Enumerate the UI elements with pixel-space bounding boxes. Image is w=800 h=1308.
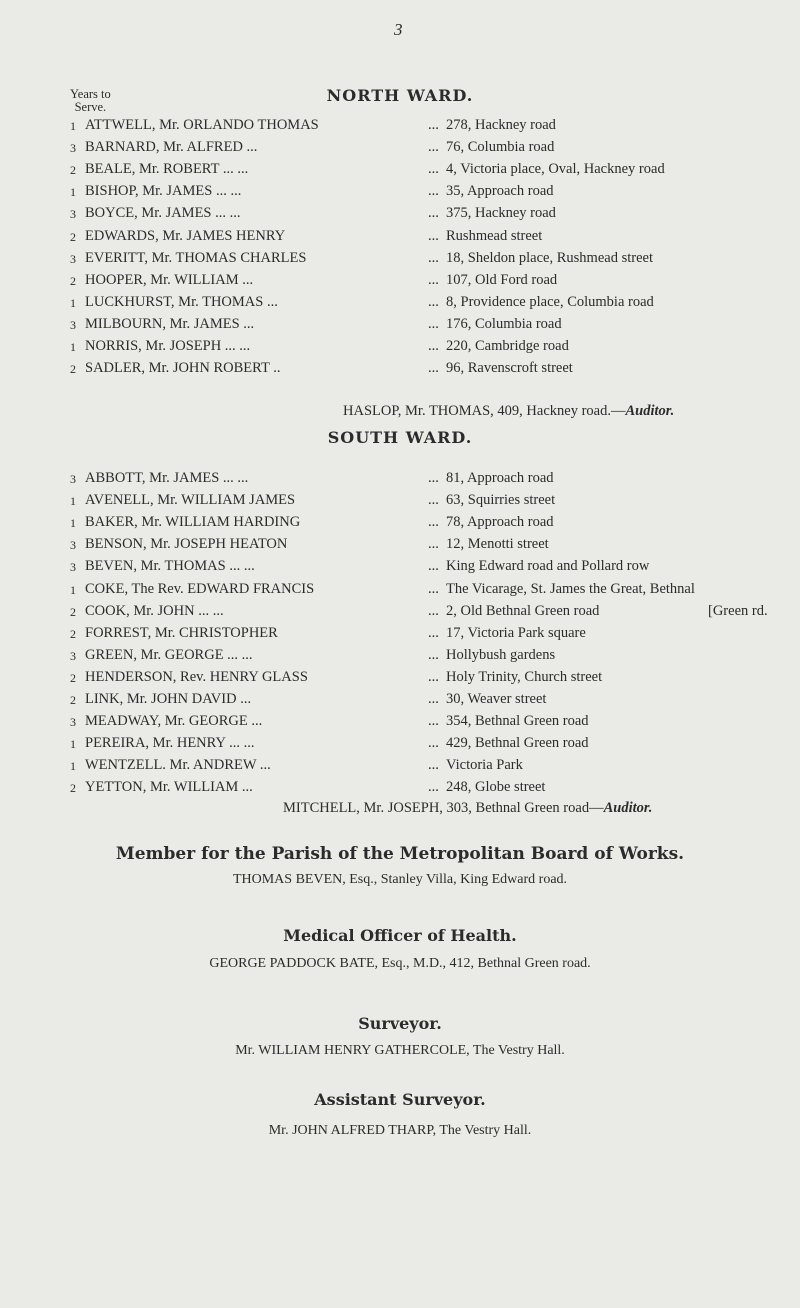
member-row bbox=[0, 514, 800, 536]
years-to-serve: 2 bbox=[70, 362, 76, 377]
member-address: 375, Hackney road bbox=[446, 205, 556, 222]
member-row bbox=[0, 603, 800, 625]
member-row bbox=[0, 669, 800, 691]
member-row bbox=[0, 294, 800, 316]
member-row bbox=[0, 360, 800, 382]
years-to-serve: 3 bbox=[70, 207, 76, 222]
member-row bbox=[0, 338, 800, 360]
leader-dots: ... bbox=[428, 183, 439, 200]
leader-dots: ... bbox=[428, 271, 439, 288]
leader-dots: ... bbox=[428, 624, 439, 641]
member-address: 429, Bethnal Green road bbox=[446, 735, 589, 752]
years-to-serve: 2 bbox=[70, 626, 76, 641]
board-of-works-member: THOMAS BEVEN, Esq., Stanley Villa, King Edward road. bbox=[232, 872, 568, 887]
leader-dots: ... bbox=[428, 205, 439, 222]
member-row bbox=[0, 625, 800, 647]
south-ward-heading: SOUTH WARD. bbox=[327, 428, 473, 447]
member-row bbox=[0, 779, 800, 801]
member-row bbox=[0, 713, 800, 735]
leader-dots: ... bbox=[428, 227, 439, 244]
years-to-serve: 1 bbox=[70, 185, 76, 200]
auditor-role: Auditor. bbox=[603, 800, 653, 816]
years-to-serve: 1 bbox=[70, 340, 76, 354]
member-name: PEREIRA, Mr. HENRY ... ... bbox=[85, 735, 255, 752]
member-address: Hollybush gardens bbox=[446, 646, 556, 663]
surveyor-heading: Surveyor. bbox=[358, 1014, 442, 1033]
member-name: EVERITT, Mr. THOMAS CHARLES bbox=[85, 249, 307, 266]
member-address: Holy Trinity, Church street bbox=[446, 668, 603, 685]
member-row bbox=[0, 117, 800, 139]
member-address: The Vicarage, St. James the Great, Bethnal bbox=[446, 580, 695, 597]
south-ward-auditor bbox=[283, 800, 652, 817]
member-address: Rushmead street bbox=[446, 227, 543, 244]
member-row bbox=[0, 581, 800, 603]
member-name: BAKER, Mr. WILLIAM HARDING bbox=[85, 514, 301, 531]
years-to-serve: 3 bbox=[70, 538, 76, 553]
member-name: BEVEN, Mr. THOMAS ... ... bbox=[85, 558, 255, 575]
years-to-serve: 2 bbox=[70, 163, 76, 178]
member-row bbox=[0, 492, 800, 514]
member-name: BEALE, Mr. ROBERT ... ... bbox=[85, 161, 249, 178]
member-address: King Edward road and Pollard row bbox=[446, 558, 650, 575]
assistant-surveyor-name: Mr. JOHN ALFRED THARP, The Vestry Hall. bbox=[268, 1123, 532, 1138]
member-address: 81, Approach road bbox=[446, 470, 554, 486]
member-name: BISHOP, Mr. JAMES ... ... bbox=[85, 183, 242, 200]
member-name: MEADWAY, Mr. GEORGE ... bbox=[85, 713, 263, 730]
member-address: 248, Globe street bbox=[446, 779, 546, 796]
member-row bbox=[0, 757, 800, 779]
years-to-serve: 1 bbox=[70, 582, 76, 597]
member-address: 76, Columbia road bbox=[446, 139, 555, 156]
member-name: WENTZELL. Mr. ANDREW ... bbox=[85, 757, 271, 774]
member-row bbox=[0, 228, 800, 250]
years-to-serve: 2 bbox=[70, 670, 76, 685]
leader-dots: ... bbox=[428, 757, 439, 774]
auditor-role: Auditor. bbox=[625, 403, 675, 419]
member-address: 176, Columbia road bbox=[446, 315, 562, 332]
member-name: NORRIS, Mr. JOSEPH ... ... bbox=[85, 338, 251, 354]
member-name: MILBOURN, Mr. JAMES ... bbox=[85, 315, 255, 332]
years-to-serve: 3 bbox=[70, 472, 76, 486]
member-name: FORREST, Mr. CHRISTOPHER bbox=[85, 624, 278, 641]
member-name: HOOPER, Mr. WILLIAM ... bbox=[85, 271, 254, 288]
leader-dots: ... bbox=[428, 713, 439, 730]
years-to-serve: 1 bbox=[70, 119, 76, 133]
north-ward-auditor bbox=[343, 403, 674, 420]
member-row bbox=[0, 139, 800, 161]
years-to-serve: 3 bbox=[70, 648, 76, 663]
member-row bbox=[0, 272, 800, 294]
member-row bbox=[0, 691, 800, 713]
years-to-serve: 1 bbox=[70, 737, 76, 752]
member-name: COKE, The Rev. EDWARD FRANCIS bbox=[85, 580, 315, 597]
member-name: SADLER, Mr. JOHN ROBERT .. bbox=[85, 360, 281, 377]
member-address: 2, Old Bethnal Green road bbox=[446, 602, 600, 619]
years-to-serve: 3 bbox=[70, 715, 76, 730]
address-continuation: [Green rd. bbox=[708, 602, 768, 619]
member-name: BARNARD, Mr. ALFRED ... bbox=[85, 139, 258, 156]
years-to-serve: 1 bbox=[70, 494, 76, 509]
years-to-serve: 2 bbox=[70, 273, 76, 288]
member-name: GREEN, Mr. GEORGE ... ... bbox=[85, 646, 253, 663]
medical-officer-name: GEORGE PADDOCK BATE, Esq., M.D., 412, Bethnal Green road. bbox=[209, 956, 591, 971]
member-address: 96, Ravenscroft street bbox=[446, 360, 573, 377]
member-row bbox=[0, 558, 800, 580]
auditor-text: MITCHELL, Mr. JOSEPH, 303, Bethnal Green road— bbox=[283, 800, 604, 816]
member-address: 30, Weaver street bbox=[446, 691, 547, 707]
surveyor-name: Mr. WILLIAM HENRY GATHERCOLE, The Vestry Hall. bbox=[235, 1043, 565, 1058]
member-address: 220, Cambridge road bbox=[446, 338, 569, 354]
leader-dots: ... bbox=[428, 161, 439, 178]
page-number: 3 bbox=[394, 20, 403, 39]
member-row bbox=[0, 470, 800, 492]
member-row bbox=[0, 647, 800, 669]
leader-dots: ... bbox=[428, 668, 439, 685]
years-to-serve: 3 bbox=[70, 251, 76, 266]
member-name: HENDERSON, Rev. HENRY GLASS bbox=[85, 668, 308, 685]
member-address: 8, Providence place, Columbia road bbox=[446, 293, 654, 310]
member-name: EDWARDS, Mr. JAMES HENRY bbox=[85, 227, 286, 244]
member-address: 354, Bethnal Green road bbox=[446, 713, 589, 730]
member-row bbox=[0, 316, 800, 338]
leader-dots: ... bbox=[428, 338, 439, 354]
years-to-serve: 2 bbox=[70, 229, 76, 244]
leader-dots: ... bbox=[428, 139, 439, 156]
years-to-serve: 2 bbox=[70, 693, 76, 707]
leader-dots: ... bbox=[428, 360, 439, 377]
leader-dots: ... bbox=[428, 315, 439, 332]
years-to-serve: 3 bbox=[70, 560, 76, 575]
member-name: COOK, Mr. JOHN ... ... bbox=[85, 602, 224, 619]
years-to-serve: 2 bbox=[70, 604, 76, 619]
years-to-serve: 3 bbox=[70, 317, 76, 332]
member-row bbox=[0, 735, 800, 757]
member-address: 107, Old Ford road bbox=[446, 271, 558, 288]
leader-dots: ... bbox=[428, 293, 439, 310]
member-row bbox=[0, 536, 800, 558]
member-address: 35, Approach road bbox=[446, 183, 554, 200]
member-name: ATTWELL, Mr. ORLANDO THOMAS bbox=[85, 117, 319, 133]
member-address: Victoria Park bbox=[446, 757, 523, 774]
years-to-serve: 1 bbox=[70, 295, 76, 310]
member-name: BENSON, Mr. JOSEPH HEATON bbox=[85, 536, 288, 553]
assistant-surveyor-heading: Assistant Surveyor. bbox=[314, 1090, 486, 1109]
leader-dots: ... bbox=[428, 580, 439, 597]
leader-dots: ... bbox=[428, 646, 439, 663]
years-to-serve: 1 bbox=[70, 516, 76, 531]
leader-dots: ... bbox=[428, 492, 439, 509]
member-name: BOYCE, Mr. JAMES ... ... bbox=[85, 205, 241, 222]
leader-dots: ... bbox=[428, 470, 439, 486]
auditor-text: HASLOP, Mr. THOMAS, 409, Hackney road.— bbox=[343, 403, 626, 419]
years-to-serve: 2 bbox=[70, 781, 76, 796]
leader-dots: ... bbox=[428, 602, 439, 619]
years-to-serve: 1 bbox=[70, 759, 76, 774]
member-name: ABBOTT, Mr. JAMES ... ... bbox=[85, 470, 249, 486]
member-name: LINK, Mr. JOHN DAVID ... bbox=[85, 691, 252, 707]
board-of-works-heading: Member for the Parish of the Metropolitan Board of Works. bbox=[115, 844, 685, 864]
leader-dots: ... bbox=[428, 735, 439, 752]
years-to-serve: 3 bbox=[70, 141, 76, 156]
leader-dots: ... bbox=[428, 779, 439, 796]
leader-dots: ... bbox=[428, 117, 439, 133]
member-row bbox=[0, 250, 800, 272]
medical-officer-heading: Medical Officer of Health. bbox=[283, 926, 517, 945]
years-header-line: Years to bbox=[70, 87, 111, 101]
north-ward-heading: NORTH WARD. bbox=[326, 86, 474, 105]
member-address: 63, Squirries street bbox=[446, 492, 556, 509]
member-address: 278, Hackney road bbox=[446, 117, 556, 133]
member-name: YETTON, Mr. WILLIAM ... bbox=[85, 779, 253, 796]
member-address: 4, Victoria place, Oval, Hackney road bbox=[446, 161, 665, 178]
member-row bbox=[0, 183, 800, 205]
member-row bbox=[0, 205, 800, 227]
member-name: LUCKHURST, Mr. THOMAS ... bbox=[85, 293, 278, 310]
member-address: 18, Sheldon place, Rushmead street bbox=[446, 249, 653, 266]
leader-dots: ... bbox=[428, 536, 439, 553]
member-address: 78, Approach road bbox=[446, 514, 554, 531]
member-name: AVENELL, Mr. WILLIAM JAMES bbox=[85, 492, 296, 509]
member-address: 17, Victoria Park square bbox=[446, 624, 586, 641]
leader-dots: ... bbox=[428, 514, 439, 531]
leader-dots: ... bbox=[428, 249, 439, 266]
member-address: 12, Menotti street bbox=[446, 536, 549, 553]
leader-dots: ... bbox=[428, 691, 439, 707]
leader-dots: ... bbox=[428, 558, 439, 575]
years-header-line: Serve. bbox=[74, 100, 107, 114]
member-row bbox=[0, 161, 800, 183]
